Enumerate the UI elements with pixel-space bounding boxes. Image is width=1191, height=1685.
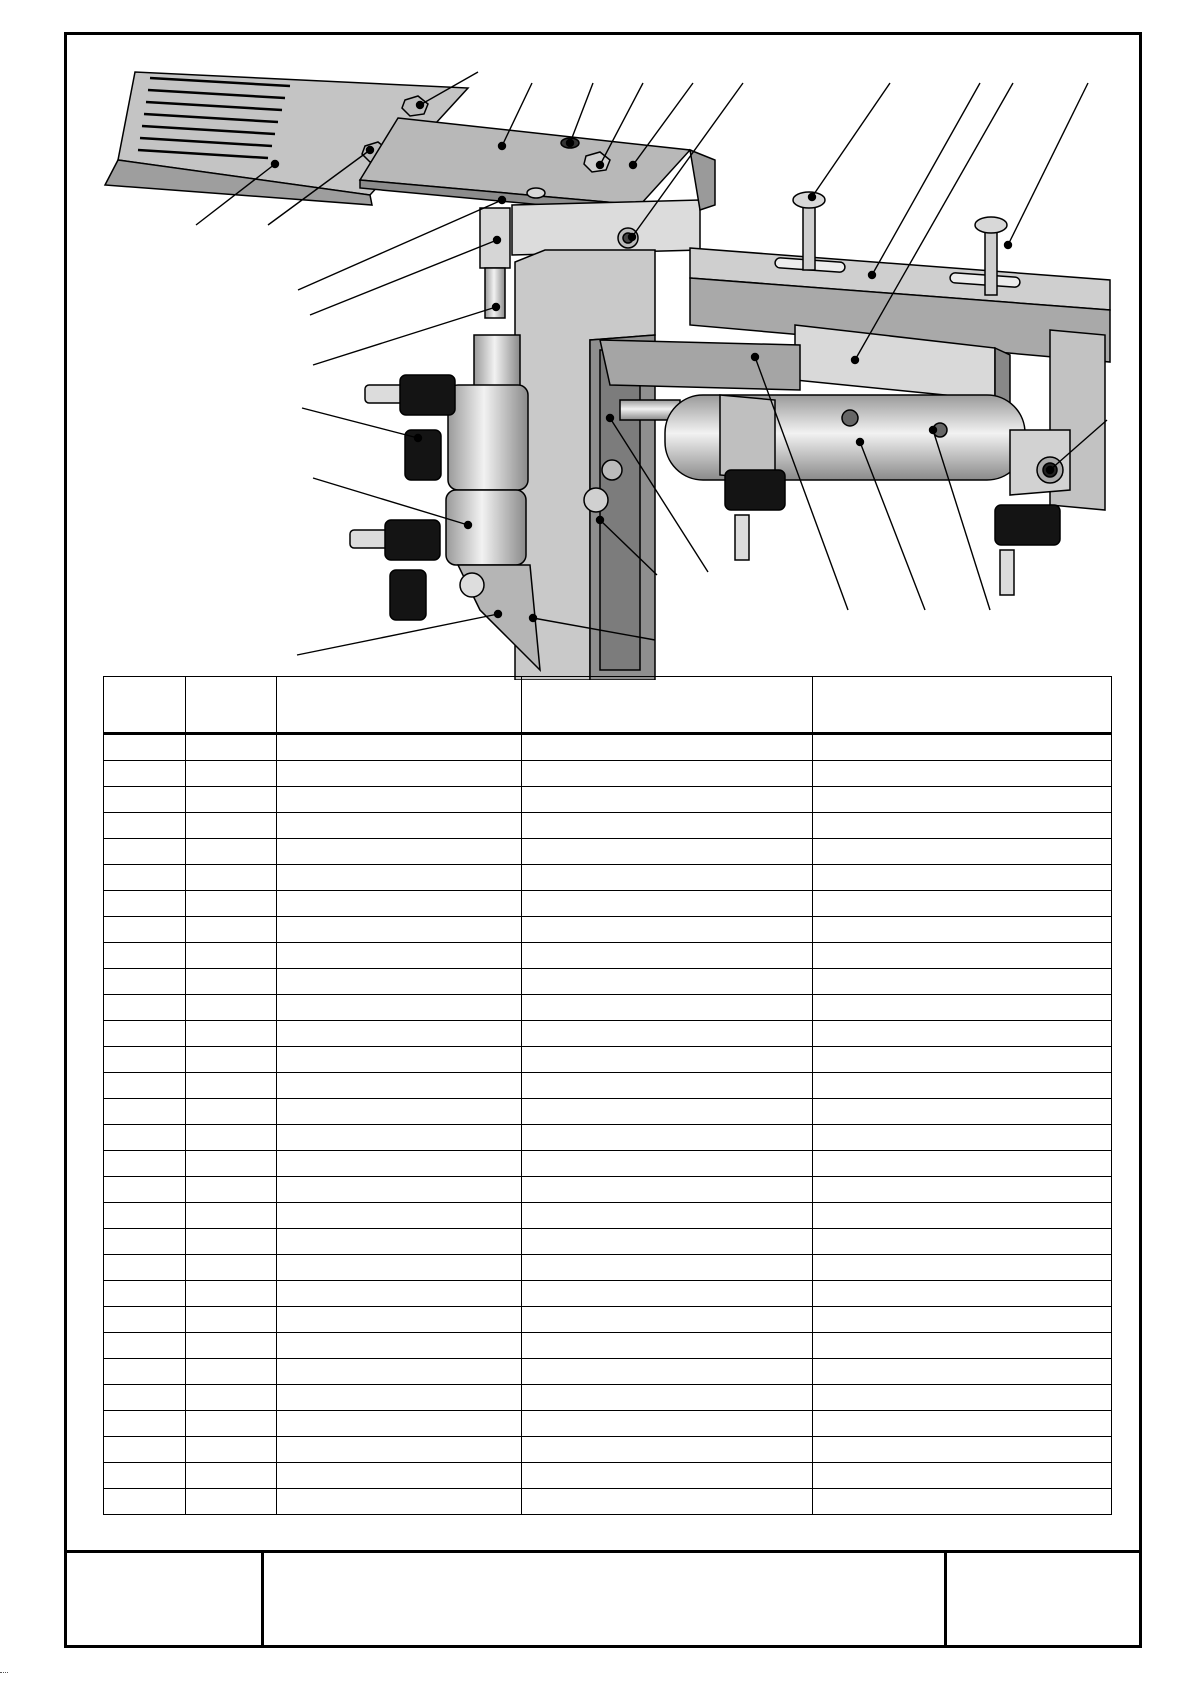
- table-row: [104, 1073, 1112, 1099]
- table-row: [104, 917, 1112, 943]
- table-cell: [522, 1463, 813, 1489]
- table-cell: [104, 1333, 186, 1359]
- table-cell: [522, 813, 813, 839]
- table-cell: [813, 1099, 1112, 1125]
- table-cell: [813, 761, 1112, 787]
- table-row: [104, 891, 1112, 917]
- table-row: [104, 787, 1112, 813]
- table-cell: [277, 891, 522, 917]
- table-cell: [813, 995, 1112, 1021]
- table-cell: [813, 891, 1112, 917]
- table-cell: [277, 1411, 522, 1437]
- table-cell: [186, 1177, 277, 1203]
- table-cell: [104, 1047, 186, 1073]
- table-cell: [522, 1047, 813, 1073]
- table-cell: [813, 1151, 1112, 1177]
- table-row: [104, 1203, 1112, 1229]
- table-cell: [104, 865, 186, 891]
- table-cell: [186, 969, 277, 995]
- table-cell: [277, 1177, 522, 1203]
- table-cell: [813, 1125, 1112, 1151]
- table-cell: [186, 1073, 277, 1099]
- table-cell: [277, 1047, 522, 1073]
- table-cell: [277, 995, 522, 1021]
- table-cell: [104, 1229, 186, 1255]
- table-cell: [813, 1333, 1112, 1359]
- table-cell: [104, 943, 186, 969]
- table-cell: [277, 1281, 522, 1307]
- table-cell: [813, 943, 1112, 969]
- table-row: [104, 1125, 1112, 1151]
- table-cell: [186, 813, 277, 839]
- table-cell: [186, 761, 277, 787]
- assembly-illustration: [0, 0, 1191, 680]
- table-cell: [186, 1333, 277, 1359]
- table-cell: [186, 734, 277, 761]
- table-cell: [277, 1359, 522, 1385]
- table-cell: [522, 865, 813, 891]
- table-row: [104, 1255, 1112, 1281]
- table-cell: [813, 787, 1112, 813]
- table-cell: [186, 1047, 277, 1073]
- table-cell: [186, 1385, 277, 1411]
- table-row: [104, 1151, 1112, 1177]
- table-cell: [186, 1021, 277, 1047]
- table-cell: [522, 1281, 813, 1307]
- table-cell: [104, 1125, 186, 1151]
- table-row: [104, 1463, 1112, 1489]
- table-cell: [186, 917, 277, 943]
- table-cell: [522, 1307, 813, 1333]
- table-cell: [104, 734, 186, 761]
- table-cell: [277, 734, 522, 761]
- top-plate: [360, 118, 690, 214]
- table-cell: [813, 865, 1112, 891]
- table-cell: [186, 1307, 277, 1333]
- table-cell: [277, 1203, 522, 1229]
- table-cell: [104, 1255, 186, 1281]
- table-cell: [277, 1385, 522, 1411]
- table-cell: [104, 813, 186, 839]
- table-cell: [813, 839, 1112, 865]
- table-row: [104, 1385, 1112, 1411]
- table-cell: [104, 995, 186, 1021]
- table-row: [104, 1047, 1112, 1073]
- table-cell: [813, 1411, 1112, 1437]
- table-cell: [277, 813, 522, 839]
- table-cell: [522, 1177, 813, 1203]
- table-cell: [522, 1411, 813, 1437]
- table-cell: [813, 1463, 1112, 1489]
- header-cell: [522, 677, 813, 734]
- table-cell: [104, 839, 186, 865]
- table-cell: [813, 1385, 1112, 1411]
- table-cell: [522, 1099, 813, 1125]
- table-row: [104, 1099, 1112, 1125]
- table-cell: [104, 761, 186, 787]
- table-cell: [277, 1307, 522, 1333]
- table-cell: [522, 839, 813, 865]
- table-cell: [104, 1281, 186, 1307]
- table-cell: [186, 787, 277, 813]
- table-cell: [277, 1021, 522, 1047]
- table-cell: [186, 1099, 277, 1125]
- table-cell: [186, 1255, 277, 1281]
- table-cell: [104, 1359, 186, 1385]
- table-cell: [104, 787, 186, 813]
- table-cell: [186, 1151, 277, 1177]
- table-cell: [277, 1073, 522, 1099]
- table-cell: [522, 1151, 813, 1177]
- table-cell: [277, 969, 522, 995]
- table-cell: [104, 917, 186, 943]
- table-cell: [813, 813, 1112, 839]
- table-cell: [277, 1437, 522, 1463]
- table-cell: [104, 1463, 186, 1489]
- table-cell: [813, 1255, 1112, 1281]
- table-cell: [813, 1203, 1112, 1229]
- table-cell: [186, 1359, 277, 1385]
- table-cell: [522, 1437, 813, 1463]
- table-row: [104, 1333, 1112, 1359]
- header-cell: [104, 677, 186, 734]
- table-cell: [277, 1125, 522, 1151]
- table-cell: [277, 1229, 522, 1255]
- table-cell: [522, 1203, 813, 1229]
- table-cell: [104, 1021, 186, 1047]
- table-cell: [813, 1307, 1112, 1333]
- table-row: [104, 839, 1112, 865]
- table-cell: [813, 1021, 1112, 1047]
- table-cell: [813, 734, 1112, 761]
- table-row: [104, 969, 1112, 995]
- table-cell: [104, 1099, 186, 1125]
- table-cell: [104, 1203, 186, 1229]
- table-cell: [186, 865, 277, 891]
- table-cell: [813, 969, 1112, 995]
- scan-corner-mark: [0, 1672, 8, 1675]
- table-cell: [104, 1073, 186, 1099]
- table-row: [104, 1021, 1112, 1047]
- table-cell: [104, 969, 186, 995]
- table-row: [104, 813, 1112, 839]
- title-block-right: [947, 1553, 1142, 1648]
- table-cell: [813, 1359, 1112, 1385]
- table-cell: [813, 1229, 1112, 1255]
- table-row: [104, 865, 1112, 891]
- table-cell: [186, 1411, 277, 1437]
- table-row: [104, 1489, 1112, 1515]
- table-cell: [104, 1177, 186, 1203]
- table-row: [104, 1281, 1112, 1307]
- table-row: [104, 1437, 1112, 1463]
- table-cell: [813, 1281, 1112, 1307]
- title-block: [64, 1550, 1142, 1648]
- table-cell: [277, 761, 522, 787]
- table-cell: [104, 891, 186, 917]
- table-cell: [104, 1489, 186, 1515]
- horizontal-cylinder: [620, 395, 1070, 495]
- table-row: [104, 734, 1112, 761]
- table-cell: [813, 917, 1112, 943]
- table-cell: [277, 1099, 522, 1125]
- table-cell: [522, 891, 813, 917]
- table-cell: [104, 1411, 186, 1437]
- table-cell: [186, 943, 277, 969]
- table-cell: [277, 787, 522, 813]
- table-cell: [522, 1385, 813, 1411]
- table-cell: [186, 1489, 277, 1515]
- table-cell: [813, 1073, 1112, 1099]
- table-cell: [277, 865, 522, 891]
- table-cell: [522, 1021, 813, 1047]
- table-row: [104, 1177, 1112, 1203]
- table-cell: [522, 734, 813, 761]
- table-cell: [186, 1437, 277, 1463]
- table-cell: [186, 1463, 277, 1489]
- table-cell: [186, 891, 277, 917]
- table-cell: [277, 917, 522, 943]
- table-cell: [522, 1489, 813, 1515]
- table-cell: [522, 761, 813, 787]
- table-cell: [104, 1385, 186, 1411]
- table-row: [104, 943, 1112, 969]
- table-cell: [186, 839, 277, 865]
- table-cell: [277, 839, 522, 865]
- table-row: [104, 1229, 1112, 1255]
- header-cell: [186, 677, 277, 734]
- table-row: [104, 1359, 1112, 1385]
- table-cell: [104, 1437, 186, 1463]
- table-cell: [522, 787, 813, 813]
- table-header-row: [104, 677, 1112, 734]
- header-cell: [813, 677, 1112, 734]
- table-cell: [522, 1255, 813, 1281]
- table-cell: [522, 995, 813, 1021]
- table-row: [104, 1307, 1112, 1333]
- table-cell: [522, 1229, 813, 1255]
- table-cell: [277, 1255, 522, 1281]
- table-cell: [186, 1203, 277, 1229]
- title-block-left: [64, 1553, 264, 1648]
- table-cell: [186, 1281, 277, 1307]
- table-cell: [277, 1463, 522, 1489]
- table-cell: [104, 1151, 186, 1177]
- table-cell: [186, 1125, 277, 1151]
- table-row: [104, 761, 1112, 787]
- table-cell: [813, 1047, 1112, 1073]
- table-cell: [522, 917, 813, 943]
- parts-list-table: [103, 676, 1112, 1515]
- table-cell: [813, 1177, 1112, 1203]
- table-cell: [813, 1437, 1112, 1463]
- title-block-center: [264, 1553, 947, 1648]
- table-cell: [277, 943, 522, 969]
- table-cell: [186, 1229, 277, 1255]
- table-cell: [522, 1125, 813, 1151]
- table-cell: [277, 1151, 522, 1177]
- header-cell: [277, 677, 522, 734]
- table-row: [104, 995, 1112, 1021]
- table-cell: [813, 1489, 1112, 1515]
- table-cell: [277, 1489, 522, 1515]
- table-cell: [522, 969, 813, 995]
- table-cell: [104, 1307, 186, 1333]
- table-cell: [522, 1073, 813, 1099]
- table-cell: [277, 1333, 522, 1359]
- table-row: [104, 1411, 1112, 1437]
- table-cell: [522, 1359, 813, 1385]
- table-cell: [522, 943, 813, 969]
- table-cell: [522, 1333, 813, 1359]
- table-cell: [186, 995, 277, 1021]
